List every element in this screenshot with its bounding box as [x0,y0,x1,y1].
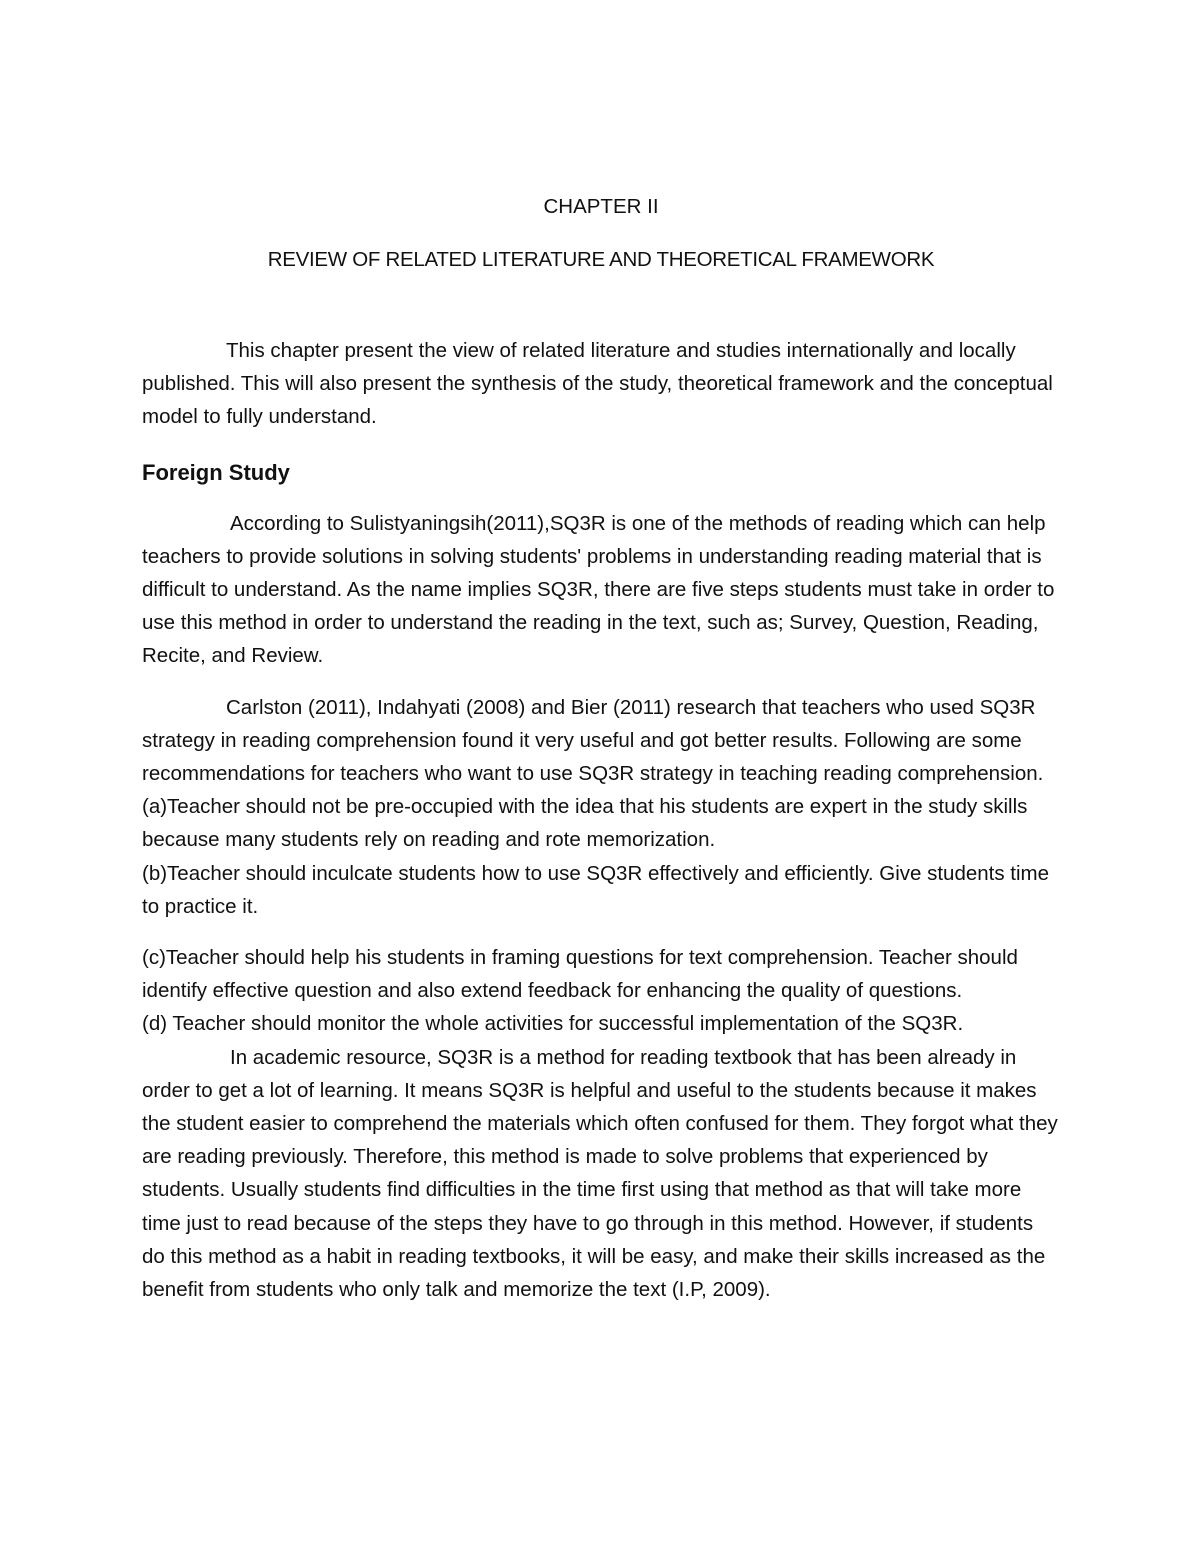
paragraph-foreign-study: According to Sulistyaningsih(2011),SQ3R is one of the methods of reading which can help teachers to provide solutions in solving students' problems in understanding reading material that is difficult to understand. As the name implies SQ3R, there are five steps students must take in order to use this method in order to understand the reading in the text, such as; Survey, Question, Reading, Recite, and Review. [142,511,1055,668]
section-heading-foreign-study: Foreign Study [142,459,290,485]
recommendation-c: (c)Teacher should help his students in framing questions for text comprehension. Teacher should identify effective question and also extend feedback for enhancing the quality of questions. [142,946,1018,1003]
paragraph-carlston: Carlston (2011), Indahyati (2008) and Bier (2011) research that teachers who used SQ3R strategy in reading comprehension found it very useful and got better results. Following are some recommendations for teachers who want to use SQ3R strategy in teaching reading comprehension. [142,695,1044,786]
paragraph-academic-resource: In academic resource, SQ3R is a method for reading textbook that has been already in order to get a lot of learning. It means SQ3R is helpful and useful to the students because it makes the student easier to comprehend the materials which often confused for them. They forgot what they are reading previously. Therefore, this method is made to solve problems that experienced by students. Usually students find difficulties in the time first using that method as that will take more time just to read because of the steps they have to go through in this method. However, if students do this method as a habit in reading textbooks, it will be easy, and make their skills increased as the benefit from students who only talk and memorize the text (I.P, 2009). [142,1045,1058,1302]
document-body [142,190,1060,1306]
recommendation-a: (a)Teacher should not be pre-occupied with the idea that his students are expert in the study skills because many students rely on reading and rote memorization. [142,795,1028,852]
chapter-subtitle: REVIEW OF RELATED LITERATURE AND THEORETICAL FRAMEWORK [267,248,935,271]
recommendation-d: (d) Teacher should monitor the whole activities for successful implementation of the SQ3R. [142,1012,964,1036]
chapter-title: CHAPTER II [543,195,659,218]
recommendation-b: (b)Teacher should inculcate students how to use SQ3R effectively and efficiently. Give students time to practice it. [142,861,1050,918]
intro-paragraph: This chapter present the view of related literature and studies internationally and locally published. This will also present the synthesis of the study, theoretical framework and the conceptual model to fully understand. [142,339,1053,429]
